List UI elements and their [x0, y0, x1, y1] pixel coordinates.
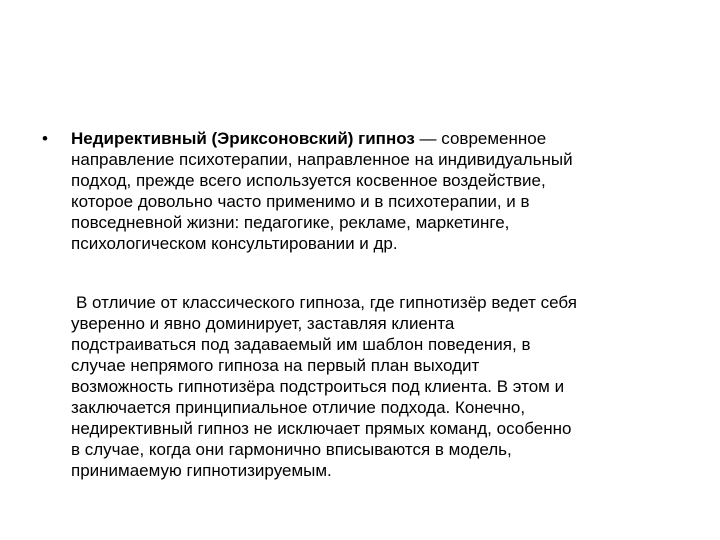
- text-line: повседневной жизни: педагогике, рекламе, маркетинге,: [71, 213, 510, 232]
- text-line: В отличие от классического гипноза, где гипнотизёр ведет себя: [76, 293, 577, 312]
- text-line: возможность гипнотизёра подстроиться под клиента. В этом и: [71, 377, 565, 396]
- paragraph-comparison: [71, 292, 711, 481]
- text-line: заключается принципиальное отличие подхода. Конечно,: [71, 398, 526, 417]
- bullet-marker: •: [42, 129, 48, 148]
- paragraph-definition: [71, 128, 711, 254]
- text-line: в случае, когда они гармонично вписываются в модель,: [71, 440, 512, 459]
- text-line: которое довольно часто применимо и в психотерапии, и в: [71, 192, 530, 211]
- text-line: принимаемую гипнотизируемым.: [71, 461, 332, 480]
- term-heading: Недирективный (Эриксоновский) гипноз: [71, 129, 415, 148]
- text-line: психологическом консультировании и др.: [71, 234, 398, 253]
- text-line: недирективный гипноз не исключает прямых команд, особенно: [71, 419, 572, 438]
- text-line: случае непрямого гипноза на первый план выходит: [71, 356, 480, 375]
- text-line: направление психотерапии, направленное на индивидуальный: [71, 150, 573, 169]
- text-line: подстраиваться под задаваемый им шаблон поведения, в: [71, 335, 531, 354]
- text-line: уверенно и явно доминирует, заставляя клиента: [71, 314, 455, 333]
- text-line: подход, прежде всего используется косвенное воздействие,: [71, 171, 546, 190]
- text-line: [71, 128, 711, 149]
- text-fragment: — современное: [414, 129, 547, 148]
